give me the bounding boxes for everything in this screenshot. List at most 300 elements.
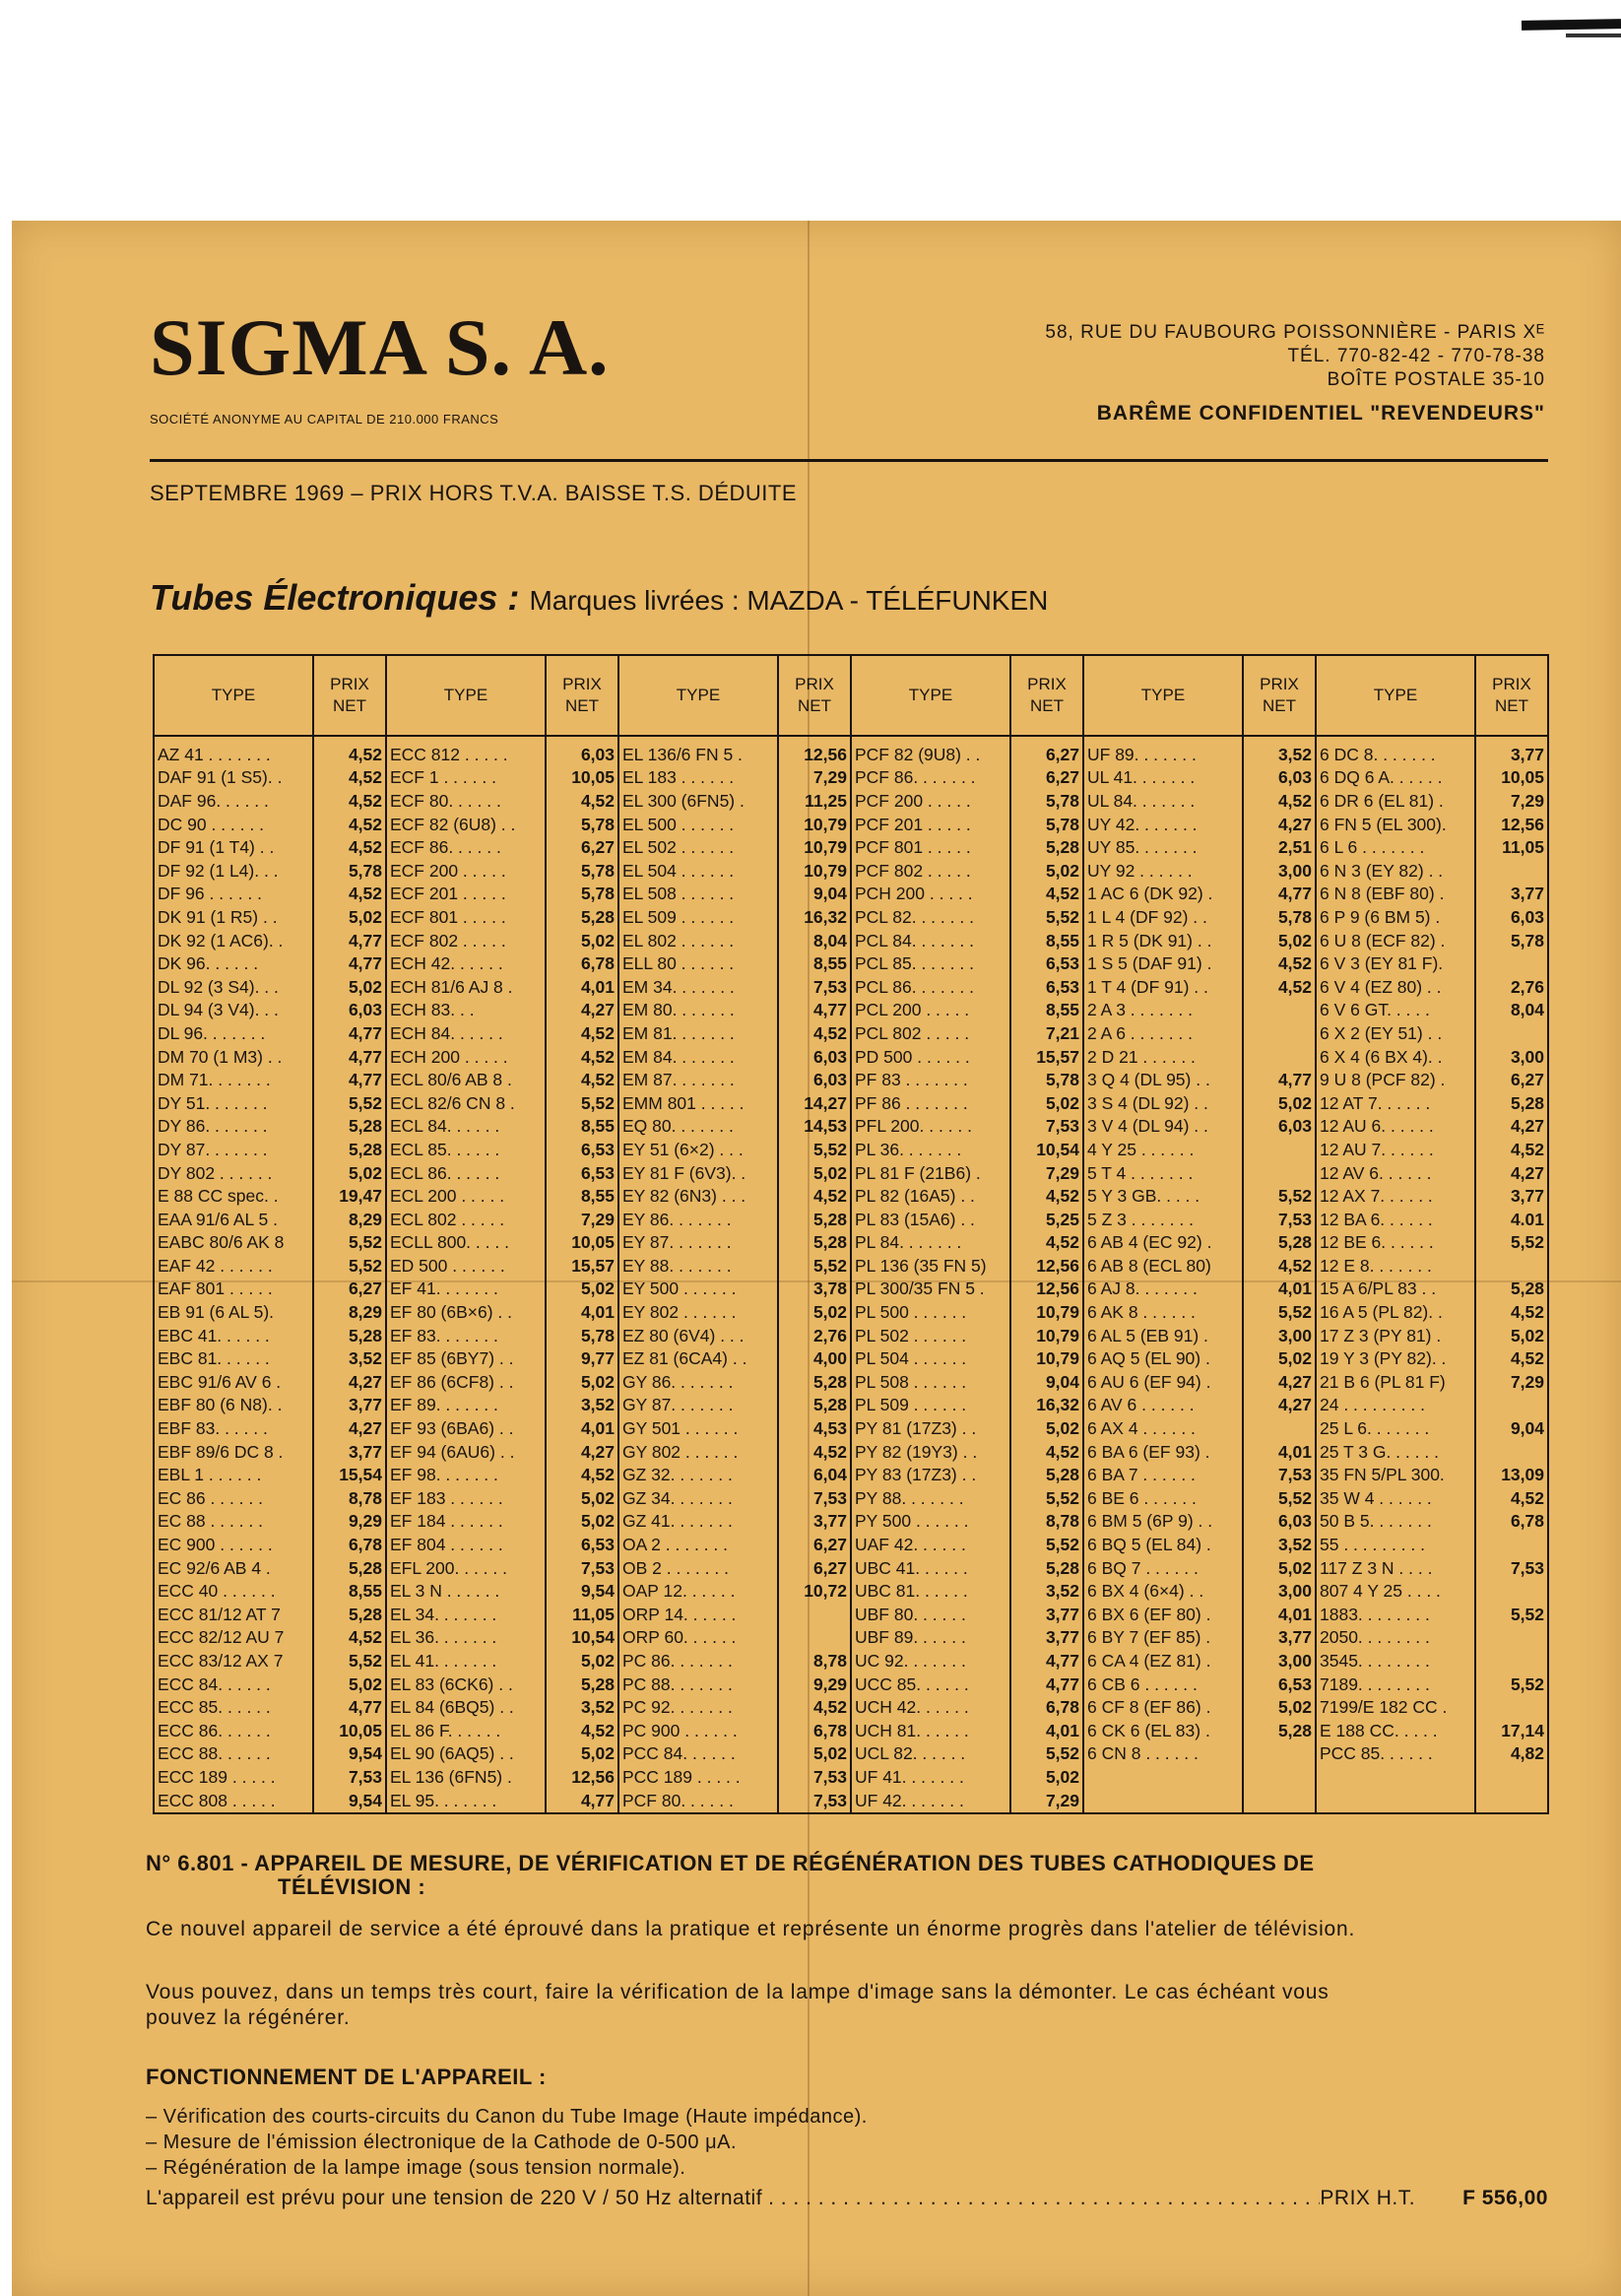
feature-item: – Vérification des courts-circuits du Canon du Tube Image (Haute impédance). bbox=[146, 2106, 868, 2128]
tube-type-cell: PD 500 . . . . . . bbox=[851, 1045, 1010, 1069]
price-cell: 6,78 bbox=[313, 1533, 386, 1556]
price-cell: 12,56 bbox=[778, 736, 851, 766]
price-cell: 10,72 bbox=[778, 1579, 851, 1603]
price-cell: 2,76 bbox=[1475, 975, 1548, 999]
tube-type-cell: EY 86. . . . . . . bbox=[618, 1208, 778, 1231]
price-cell: 7,53 bbox=[1010, 1115, 1083, 1139]
price-cell: 5,25 bbox=[1010, 1208, 1083, 1231]
price-cell: 8,55 bbox=[1010, 929, 1083, 952]
price-cell: 8,04 bbox=[778, 929, 851, 952]
table-row bbox=[154, 859, 1548, 883]
price-cell: 5,52 bbox=[778, 1254, 851, 1278]
price-cell: 10,05 bbox=[313, 1719, 386, 1742]
tube-type-cell: E 188 CC. . . . . bbox=[1316, 1719, 1475, 1742]
tube-type-cell: ELL 80 . . . . . . bbox=[618, 951, 778, 975]
table-row bbox=[154, 1742, 1548, 1766]
tube-type-cell: 12 AT 7. . . . . . bbox=[1316, 1091, 1475, 1115]
table-row bbox=[154, 1278, 1548, 1301]
price-cell: 5,28 bbox=[1010, 835, 1083, 859]
price-cell: 5,78 bbox=[546, 883, 618, 906]
tube-type-cell: 19 Y 3 (PY 82). . bbox=[1316, 1346, 1475, 1370]
table-row bbox=[154, 999, 1548, 1022]
appareil-title-line1: N° 6.801 - APPAREIL DE MESURE, DE VÉRIFICATION ET DE RÉGÉNÉRATION DES TUBES CATHODIQUES DE bbox=[146, 1851, 1315, 1875]
tube-type-cell: 6 V 3 (EY 81 F). bbox=[1316, 951, 1475, 975]
table-row bbox=[154, 1673, 1548, 1696]
tube-type-cell: 12 AU 7. . . . . . bbox=[1316, 1138, 1475, 1161]
price-cell: 8,55 bbox=[546, 1115, 618, 1139]
tube-type-cell: DK 91 (1 R5) . . bbox=[154, 905, 313, 929]
tube-type-cell: 6 BA 6 (EF 93) . bbox=[1083, 1440, 1243, 1464]
price-cell: 5,02 bbox=[1010, 1416, 1083, 1440]
tube-type-cell: 17 Z 3 (PY 81) . bbox=[1316, 1324, 1475, 1347]
price-cell: 7,29 bbox=[1475, 1370, 1548, 1394]
price-cell: 6,78 bbox=[1010, 1695, 1083, 1719]
tube-type-cell: EL 183 . . . . . . bbox=[618, 766, 778, 790]
tube-type-cell: PCC 189 . . . . . bbox=[618, 1765, 778, 1789]
tube-type-cell: UF 42. . . . . . . bbox=[851, 1789, 1010, 1813]
price-cell: 11,25 bbox=[778, 789, 851, 813]
tube-type-cell: PL 82 (16A5) . . bbox=[851, 1184, 1010, 1208]
tube-type-cell: ED 500 . . . . . . bbox=[386, 1254, 546, 1278]
price-cell: 11,05 bbox=[546, 1603, 618, 1626]
tube-type-cell: ECC 808 . . . . . bbox=[154, 1789, 313, 1813]
price-cell: 4,52 bbox=[778, 1021, 851, 1045]
tube-type-cell: EBL 1 . . . . . . bbox=[154, 1463, 313, 1486]
price-cell: 4,53 bbox=[778, 1416, 851, 1440]
tube-type-cell: ECF 82 (6U8) . . bbox=[386, 813, 546, 836]
price-cell: 5,52 bbox=[313, 1231, 386, 1255]
price-cell: 5,52 bbox=[1010, 1742, 1083, 1766]
price-cell: 5,28 bbox=[1243, 1719, 1316, 1742]
table-row bbox=[154, 883, 1548, 906]
tube-type-cell: 6 X 4 (6 BX 4). . bbox=[1316, 1045, 1475, 1069]
tube-type-cell: ECC 85. . . . . . bbox=[154, 1695, 313, 1719]
tube-type-cell: EY 500 . . . . . . bbox=[618, 1278, 778, 1301]
price-cell: 4,27 bbox=[546, 1440, 618, 1464]
price-cell: 5,02 bbox=[313, 975, 386, 999]
tube-type-cell: 12 AU 6. . . . . . bbox=[1316, 1115, 1475, 1139]
price-cell: 7,21 bbox=[1010, 1021, 1083, 1045]
price-cell bbox=[1475, 1626, 1548, 1650]
table-row bbox=[154, 1416, 1548, 1440]
tube-type-cell: PL 502 . . . . . . bbox=[851, 1324, 1010, 1347]
price-cell: 4,01 bbox=[1243, 1278, 1316, 1301]
tube-type-cell: DL 92 (3 S4). . . bbox=[154, 975, 313, 999]
table-row bbox=[154, 789, 1548, 813]
tube-type-cell: PCL 200 . . . . . bbox=[851, 999, 1010, 1022]
tube-type-cell: 6 CF 8 (EF 86) . bbox=[1083, 1695, 1243, 1719]
tube-type-cell: PCF 801 . . . . . bbox=[851, 835, 1010, 859]
appareil-description: Ce nouvel appareil de service a été éprouvé dans la pratique et représente un énorme progrès dans l'atelier de télévision. bbox=[146, 1918, 1356, 1940]
price-cell: 2,51 bbox=[1243, 835, 1316, 859]
table-row bbox=[154, 1231, 1548, 1255]
tube-type-cell: EB 91 (6 AL 5). bbox=[154, 1300, 313, 1324]
price-cell: 9,54 bbox=[313, 1789, 386, 1813]
tube-type-cell: UCL 82. . . . . . bbox=[851, 1742, 1010, 1766]
company-capital-line: SOCIÉTÉ ANONYME AU CAPITAL DE 210.000 FRANCS bbox=[150, 412, 499, 426]
tube-type-cell: 2050. . . . . . . . bbox=[1316, 1626, 1475, 1650]
tube-type-cell: PCC 85. . . . . . bbox=[1316, 1742, 1475, 1766]
price-cell: 5,78 bbox=[313, 859, 386, 883]
price-cell: 6,03 bbox=[778, 1068, 851, 1091]
price-cell: 5,52 bbox=[1243, 1184, 1316, 1208]
tube-type-cell: PCL 85. . . . . . . bbox=[851, 951, 1010, 975]
tube-type-cell: EMM 801 . . . . . bbox=[618, 1091, 778, 1115]
table-row bbox=[154, 1765, 1548, 1789]
tension-text: L'appareil est prévu pour une tension de 220 V / 50 Hz alternatif bbox=[146, 2187, 763, 2209]
tube-type-cell: ECC 88. . . . . . bbox=[154, 1742, 313, 1766]
price-cell: 3,00 bbox=[1243, 1649, 1316, 1673]
price-cell: 7,53 bbox=[1243, 1463, 1316, 1486]
table-row bbox=[154, 975, 1548, 999]
price-cell: 7,29 bbox=[1010, 1161, 1083, 1185]
tube-type-cell: ECH 83. . . bbox=[386, 999, 546, 1022]
price-cell: 3,00 bbox=[1243, 1324, 1316, 1347]
price-cell: 3,00 bbox=[1475, 1045, 1548, 1069]
price-cell: 10,79 bbox=[1010, 1346, 1083, 1370]
tube-type-cell: PL 500 . . . . . . bbox=[851, 1300, 1010, 1324]
price-cell: 4,77 bbox=[313, 951, 386, 975]
tube-type-cell: 2 D 21 . . . . . . bbox=[1083, 1045, 1243, 1069]
tube-type-cell: UBC 81. . . . . . bbox=[851, 1579, 1010, 1603]
price-cell: 5,52 bbox=[546, 1091, 618, 1115]
price-cell: 5,02 bbox=[1243, 929, 1316, 952]
price-cell: 10,54 bbox=[546, 1626, 618, 1650]
table-row bbox=[154, 1068, 1548, 1091]
tube-type-cell: DL 94 (3 V4). . . bbox=[154, 999, 313, 1022]
tube-type-cell: 6 DC 8. . . . . . . bbox=[1316, 736, 1475, 766]
tube-type-cell: EF 804 . . . . . . bbox=[386, 1533, 546, 1556]
price-cell: 5,02 bbox=[1243, 1091, 1316, 1115]
table-row bbox=[154, 1533, 1548, 1556]
table-row bbox=[154, 1208, 1548, 1231]
tube-type-cell: ECF 80. . . . . . bbox=[386, 789, 546, 813]
tube-type-cell: DL 96. . . . . . . bbox=[154, 1021, 313, 1045]
tube-type-cell: 1883. . . . . . . . bbox=[1316, 1603, 1475, 1626]
price-cell: 5,52 bbox=[1243, 1486, 1316, 1510]
tube-type-cell: 6 BX 6 (EF 80) . bbox=[1083, 1603, 1243, 1626]
tube-type-cell: 6 AK 8 . . . . . . bbox=[1083, 1300, 1243, 1324]
tube-type-cell: EY 51 (6×2) . . . bbox=[618, 1138, 778, 1161]
company-phone: TÉL. 770-82-42 - 770-78-38 bbox=[1287, 346, 1545, 366]
tube-type-cell: EF 80 (6B×6) . . bbox=[386, 1300, 546, 1324]
tube-type-cell: EL 504 . . . . . . bbox=[618, 859, 778, 883]
tube-type-cell: EAA 91/6 AL 5 . bbox=[154, 1208, 313, 1231]
table-row bbox=[154, 1510, 1548, 1534]
price-cell: 12,56 bbox=[1010, 1254, 1083, 1278]
price-cell: 6,53 bbox=[546, 1138, 618, 1161]
tube-type-cell: EM 84. . . . . . . bbox=[618, 1045, 778, 1069]
tube-type-cell: ECL 85. . . . . . bbox=[386, 1138, 546, 1161]
table-row bbox=[154, 1789, 1548, 1813]
price-cell: 6,53 bbox=[546, 1161, 618, 1185]
tube-type-cell: DK 96. . . . . . bbox=[154, 951, 313, 975]
price-cell: 15,54 bbox=[313, 1463, 386, 1486]
price-cell: 5,28 bbox=[313, 1115, 386, 1139]
tube-type-cell: 6 BQ 7 . . . . . . bbox=[1083, 1556, 1243, 1580]
tube-type-cell: UAF 42. . . . . . bbox=[851, 1533, 1010, 1556]
tube-type-cell: UCC 85. . . . . . bbox=[851, 1673, 1010, 1696]
tube-type-cell: DF 92 (1 L4). . . bbox=[154, 859, 313, 883]
tube-type-cell: PC 88. . . . . . . bbox=[618, 1673, 778, 1696]
tube-type-cell: PCF 200 . . . . . bbox=[851, 789, 1010, 813]
tube-type-cell: EC 88 . . . . . . bbox=[154, 1510, 313, 1534]
table-row bbox=[154, 1370, 1548, 1394]
table-row bbox=[154, 1463, 1548, 1486]
company-address: 58, RUE DU FAUBOURG POISSONNIÈRE - PARIS Xᴱ bbox=[1045, 322, 1545, 343]
tube-type-cell: DC 90 . . . . . . bbox=[154, 813, 313, 836]
section-title bbox=[150, 577, 1048, 619]
tube-type-cell: ECL 802 . . . . . bbox=[386, 1208, 546, 1231]
price-cell: 5,02 bbox=[778, 1161, 851, 1185]
table-row bbox=[154, 1115, 1548, 1139]
tube-type-cell: ECH 81/6 AJ 8 . bbox=[386, 975, 546, 999]
table-row bbox=[154, 1626, 1548, 1650]
price-cell: 4.01 bbox=[1475, 1208, 1548, 1231]
tube-type-cell: PCL 802 . . . . . bbox=[851, 1021, 1010, 1045]
price-table-body bbox=[154, 736, 1548, 1813]
tube-type-cell: 6 BQ 5 (EL 84) . bbox=[1083, 1533, 1243, 1556]
price-cell: 6,03 bbox=[1243, 1115, 1316, 1139]
price-cell: 6,27 bbox=[546, 835, 618, 859]
tube-type-cell: 9 U 8 (PCF 82) . bbox=[1316, 1068, 1475, 1091]
price-cell bbox=[1475, 859, 1548, 883]
tube-type-cell: E 88 CC spec. . bbox=[154, 1184, 313, 1208]
price-cell: 5,52 bbox=[313, 1091, 386, 1115]
price-cell: 9,04 bbox=[1475, 1416, 1548, 1440]
price-cell: 3,52 bbox=[1010, 1579, 1083, 1603]
tube-type-cell: EL 86 F. . . . . . bbox=[386, 1719, 546, 1742]
table-row bbox=[154, 1719, 1548, 1742]
tube-type-cell: PF 86 . . . . . . . bbox=[851, 1091, 1010, 1115]
price-cell: 5,02 bbox=[313, 1161, 386, 1185]
tube-type-cell: EL 3 N . . . . . . bbox=[386, 1579, 546, 1603]
tube-type-cell: EF 183 . . . . . . bbox=[386, 1486, 546, 1510]
tube-type-cell: 1 R 5 (DK 91) . . bbox=[1083, 929, 1243, 952]
table-row bbox=[154, 1138, 1548, 1161]
price-cell: 5,78 bbox=[1010, 1068, 1083, 1091]
tube-type-cell: 16 A 5 (PL 82). . bbox=[1316, 1300, 1475, 1324]
price-cell: 5,78 bbox=[1243, 905, 1316, 929]
tube-type-cell: EY 82 (6N3) . . . bbox=[618, 1184, 778, 1208]
tube-type-cell: EL 95. . . . . . . bbox=[386, 1789, 546, 1813]
price-cell: 3,00 bbox=[1243, 1579, 1316, 1603]
tube-type-cell: EF 184 . . . . . . bbox=[386, 1510, 546, 1534]
tube-type-cell: GY 501 . . . . . . bbox=[618, 1416, 778, 1440]
tube-type-cell: 21 B 6 (PL 81 F) bbox=[1316, 1370, 1475, 1394]
price-cell: 6,03 bbox=[1243, 766, 1316, 790]
tube-type-cell: 1 T 4 (DF 91) . . bbox=[1083, 975, 1243, 999]
price-cell: 7,53 bbox=[313, 1765, 386, 1789]
tube-type-cell: EAF 42 . . . . . . bbox=[154, 1254, 313, 1278]
tube-type-cell: PCF 82 (9U8) . . bbox=[851, 736, 1010, 766]
column-header-prix-net: PRIX NET bbox=[1243, 655, 1316, 736]
tension-price-line bbox=[146, 2187, 1548, 2210]
table-row bbox=[154, 1695, 1548, 1719]
price-cell: 10,05 bbox=[546, 766, 618, 790]
tube-type-cell: ECL 200 . . . . . bbox=[386, 1184, 546, 1208]
price-cell: 12,56 bbox=[546, 1765, 618, 1789]
price-cell: 3,77 bbox=[1475, 1184, 1548, 1208]
fonctionnement-title: FONCTIONNEMENT DE L'APPAREIL : bbox=[146, 2065, 547, 2089]
price-cell: 16,32 bbox=[1010, 1394, 1083, 1417]
tube-type-cell: 12 AV 6. . . . . . bbox=[1316, 1161, 1475, 1185]
tube-type-cell: PY 81 (17Z3) . . bbox=[851, 1416, 1010, 1440]
tube-type-cell: 6 CK 6 (EL 83) . bbox=[1083, 1719, 1243, 1742]
tube-type-cell: UY 42. . . . . . . bbox=[1083, 813, 1243, 836]
column-header-prix-net: PRIX NET bbox=[546, 655, 618, 736]
price-cell: 4,52 bbox=[1010, 1440, 1083, 1464]
tube-type-cell: ECLL 800. . . . . bbox=[386, 1231, 546, 1255]
price-cell bbox=[1475, 1021, 1548, 1045]
price-cell: 8,55 bbox=[1010, 999, 1083, 1022]
price-cell: 4,52 bbox=[546, 1463, 618, 1486]
price-cell: 6,27 bbox=[1010, 766, 1083, 790]
tube-type-cell: PCL 86. . . . . . . bbox=[851, 975, 1010, 999]
column-header-prix-net: PRIX NET bbox=[1010, 655, 1083, 736]
column-header-type: TYPE bbox=[386, 655, 546, 736]
tube-type-cell: EF 98. . . . . . . bbox=[386, 1463, 546, 1486]
tube-type-cell: ECC 812 . . . . . bbox=[386, 736, 546, 766]
price-cell: 5,02 bbox=[546, 1742, 618, 1766]
tube-type-cell: EL 136/6 FN 5 . bbox=[618, 736, 778, 766]
price-cell: 5,02 bbox=[313, 905, 386, 929]
price-cell: 6,53 bbox=[1010, 975, 1083, 999]
price-cell: 5,28 bbox=[313, 1556, 386, 1580]
price-cell: 2,76 bbox=[778, 1324, 851, 1347]
price-cell: 4,01 bbox=[546, 1416, 618, 1440]
table-row bbox=[154, 951, 1548, 975]
price-cell: 6,27 bbox=[778, 1533, 851, 1556]
tube-type-cell: UCH 81. . . . . . bbox=[851, 1719, 1010, 1742]
tube-type-cell: 12 E 8. . . . . . . bbox=[1316, 1254, 1475, 1278]
price-cell: 3,52 bbox=[1243, 736, 1316, 766]
price-cell: 5,52 bbox=[1010, 1486, 1083, 1510]
table-row bbox=[154, 766, 1548, 790]
tube-type-cell: EF 85 (6BY7) . . bbox=[386, 1346, 546, 1370]
price-cell: 3,78 bbox=[778, 1278, 851, 1301]
price-cell: 4,52 bbox=[1010, 883, 1083, 906]
price-cell bbox=[1475, 1649, 1548, 1673]
tube-type-cell: 3 Q 4 (DL 95) . . bbox=[1083, 1068, 1243, 1091]
feature-list bbox=[146, 2104, 868, 2181]
leader-dots bbox=[762, 2187, 1320, 2210]
tube-type-cell: 6 BE 6 . . . . . . bbox=[1083, 1486, 1243, 1510]
price-cell: 7,53 bbox=[778, 1789, 851, 1813]
tube-type-cell: 7199/E 182 CC . bbox=[1316, 1695, 1475, 1719]
tube-type-cell: PY 88. . . . . . . bbox=[851, 1486, 1010, 1510]
price-cell: 11,05 bbox=[1475, 835, 1548, 859]
tube-type-cell: GY 802 . . . . . . bbox=[618, 1440, 778, 1464]
scan-corner-mark bbox=[1522, 19, 1621, 31]
price-cell: 4,52 bbox=[313, 813, 386, 836]
tube-type-cell: 807 4 Y 25 . . . . bbox=[1316, 1579, 1475, 1603]
tube-type-cell: 6 BY 7 (EF 85) . bbox=[1083, 1626, 1243, 1650]
price-cell: 4,52 bbox=[1475, 1346, 1548, 1370]
tube-type-cell: 12 BA 6. . . . . . bbox=[1316, 1208, 1475, 1231]
price-cell: 6,03 bbox=[1475, 905, 1548, 929]
price-cell: 6,03 bbox=[778, 1045, 851, 1069]
price-cell: 5,28 bbox=[778, 1208, 851, 1231]
tube-type-cell: 6 AQ 5 (EL 90) . bbox=[1083, 1346, 1243, 1370]
column-header-type: TYPE bbox=[618, 655, 778, 736]
price-cell: 6,78 bbox=[1475, 1510, 1548, 1534]
price-cell: 10,79 bbox=[778, 859, 851, 883]
tube-type-cell: EL 508 . . . . . . bbox=[618, 883, 778, 906]
section-brands: Marques livrées : MAZDA - TÉLÉFUNKEN bbox=[529, 585, 1049, 616]
price-cell: 5,28 bbox=[546, 905, 618, 929]
price-cell: 14,27 bbox=[778, 1091, 851, 1115]
tube-type-cell: 6 AJ 8. . . . . . . bbox=[1083, 1278, 1243, 1301]
price-cell: 5,02 bbox=[1475, 1324, 1548, 1347]
price-cell: 10,79 bbox=[778, 835, 851, 859]
price-cell: 4,52 bbox=[1475, 1300, 1548, 1324]
column-header-type: TYPE bbox=[851, 655, 1010, 736]
tube-type-cell: ECF 86. . . . . . bbox=[386, 835, 546, 859]
price-value: F 556,00 bbox=[1462, 2187, 1548, 2209]
price-cell: 13,09 bbox=[1475, 1463, 1548, 1486]
price-cell: 4,77 bbox=[313, 1045, 386, 1069]
price-cell: 5,78 bbox=[1010, 789, 1083, 813]
tube-type-cell: EL 300 (6FN5) . bbox=[618, 789, 778, 813]
feature-item: – Régénération de la lampe image (sous tension normale). bbox=[146, 2157, 686, 2179]
price-cell: 4,01 bbox=[546, 975, 618, 999]
price-cell: 5,28 bbox=[778, 1370, 851, 1394]
tube-type-cell: PL 504 . . . . . . bbox=[851, 1346, 1010, 1370]
price-cell: 4,52 bbox=[1010, 1231, 1083, 1255]
tube-type-cell: EF 94 (6AU6) . . bbox=[386, 1440, 546, 1464]
price-cell: 4,52 bbox=[778, 1695, 851, 1719]
price-cell: 4,52 bbox=[778, 1440, 851, 1464]
price-list-subtitle: SEPTEMBRE 1969 – PRIX HORS T.V.A. BAISSE T.S. DÉDUITE bbox=[150, 481, 797, 505]
price-cell: 4,27 bbox=[313, 1370, 386, 1394]
price-cell bbox=[1475, 1254, 1548, 1278]
price-cell: 5,78 bbox=[546, 813, 618, 836]
price-cell: 4,52 bbox=[546, 1068, 618, 1091]
price-cell bbox=[1475, 1440, 1548, 1464]
price-cell: 6,03 bbox=[546, 736, 618, 766]
tube-type-cell: UBF 89. . . . . . bbox=[851, 1626, 1010, 1650]
tube-type-cell: ECF 200 . . . . . bbox=[386, 859, 546, 883]
tube-type-cell: GZ 32. . . . . . . bbox=[618, 1463, 778, 1486]
tube-type-cell: PCL 82. . . . . . . bbox=[851, 905, 1010, 929]
tube-type-cell: EY 87. . . . . . . bbox=[618, 1231, 778, 1255]
table-row bbox=[154, 929, 1548, 952]
price-cell: 4,52 bbox=[1475, 1486, 1548, 1510]
price-cell bbox=[1243, 1765, 1316, 1789]
price-cell: 7,29 bbox=[1475, 789, 1548, 813]
tube-type-cell: 4 Y 25 . . . . . . bbox=[1083, 1138, 1243, 1161]
price-cell: 16,32 bbox=[778, 905, 851, 929]
tube-type-cell: EQ 80. . . . . . . bbox=[618, 1115, 778, 1139]
tube-type-cell: ECH 84. . . . . . bbox=[386, 1021, 546, 1045]
feature-item: – Mesure de l'émission électronique de la Cathode de 0-500 μA. bbox=[146, 2132, 738, 2153]
column-header-prix-net: PRIX NET bbox=[778, 655, 851, 736]
tube-type-cell: DAF 91 (1 S5). . bbox=[154, 766, 313, 790]
price-cell: 4,52 bbox=[313, 736, 386, 766]
price-cell: 8,55 bbox=[313, 1579, 386, 1603]
tube-type-cell: DM 71. . . . . . . bbox=[154, 1068, 313, 1091]
price-cell: 9,54 bbox=[313, 1742, 386, 1766]
price-cell bbox=[1243, 1138, 1316, 1161]
tube-type-cell: ECF 201 . . . . . bbox=[386, 883, 546, 906]
tube-type-cell bbox=[1083, 1765, 1243, 1789]
tube-type-cell: 6 BA 7 . . . . . . bbox=[1083, 1463, 1243, 1486]
tube-type-cell: 6 AB 4 (EC 92) . bbox=[1083, 1231, 1243, 1255]
price-cell: 5,02 bbox=[1243, 1346, 1316, 1370]
tube-type-cell: ECL 80/6 AB 8 . bbox=[386, 1068, 546, 1091]
tube-type-cell: 3 S 4 (DL 92) . . bbox=[1083, 1091, 1243, 1115]
